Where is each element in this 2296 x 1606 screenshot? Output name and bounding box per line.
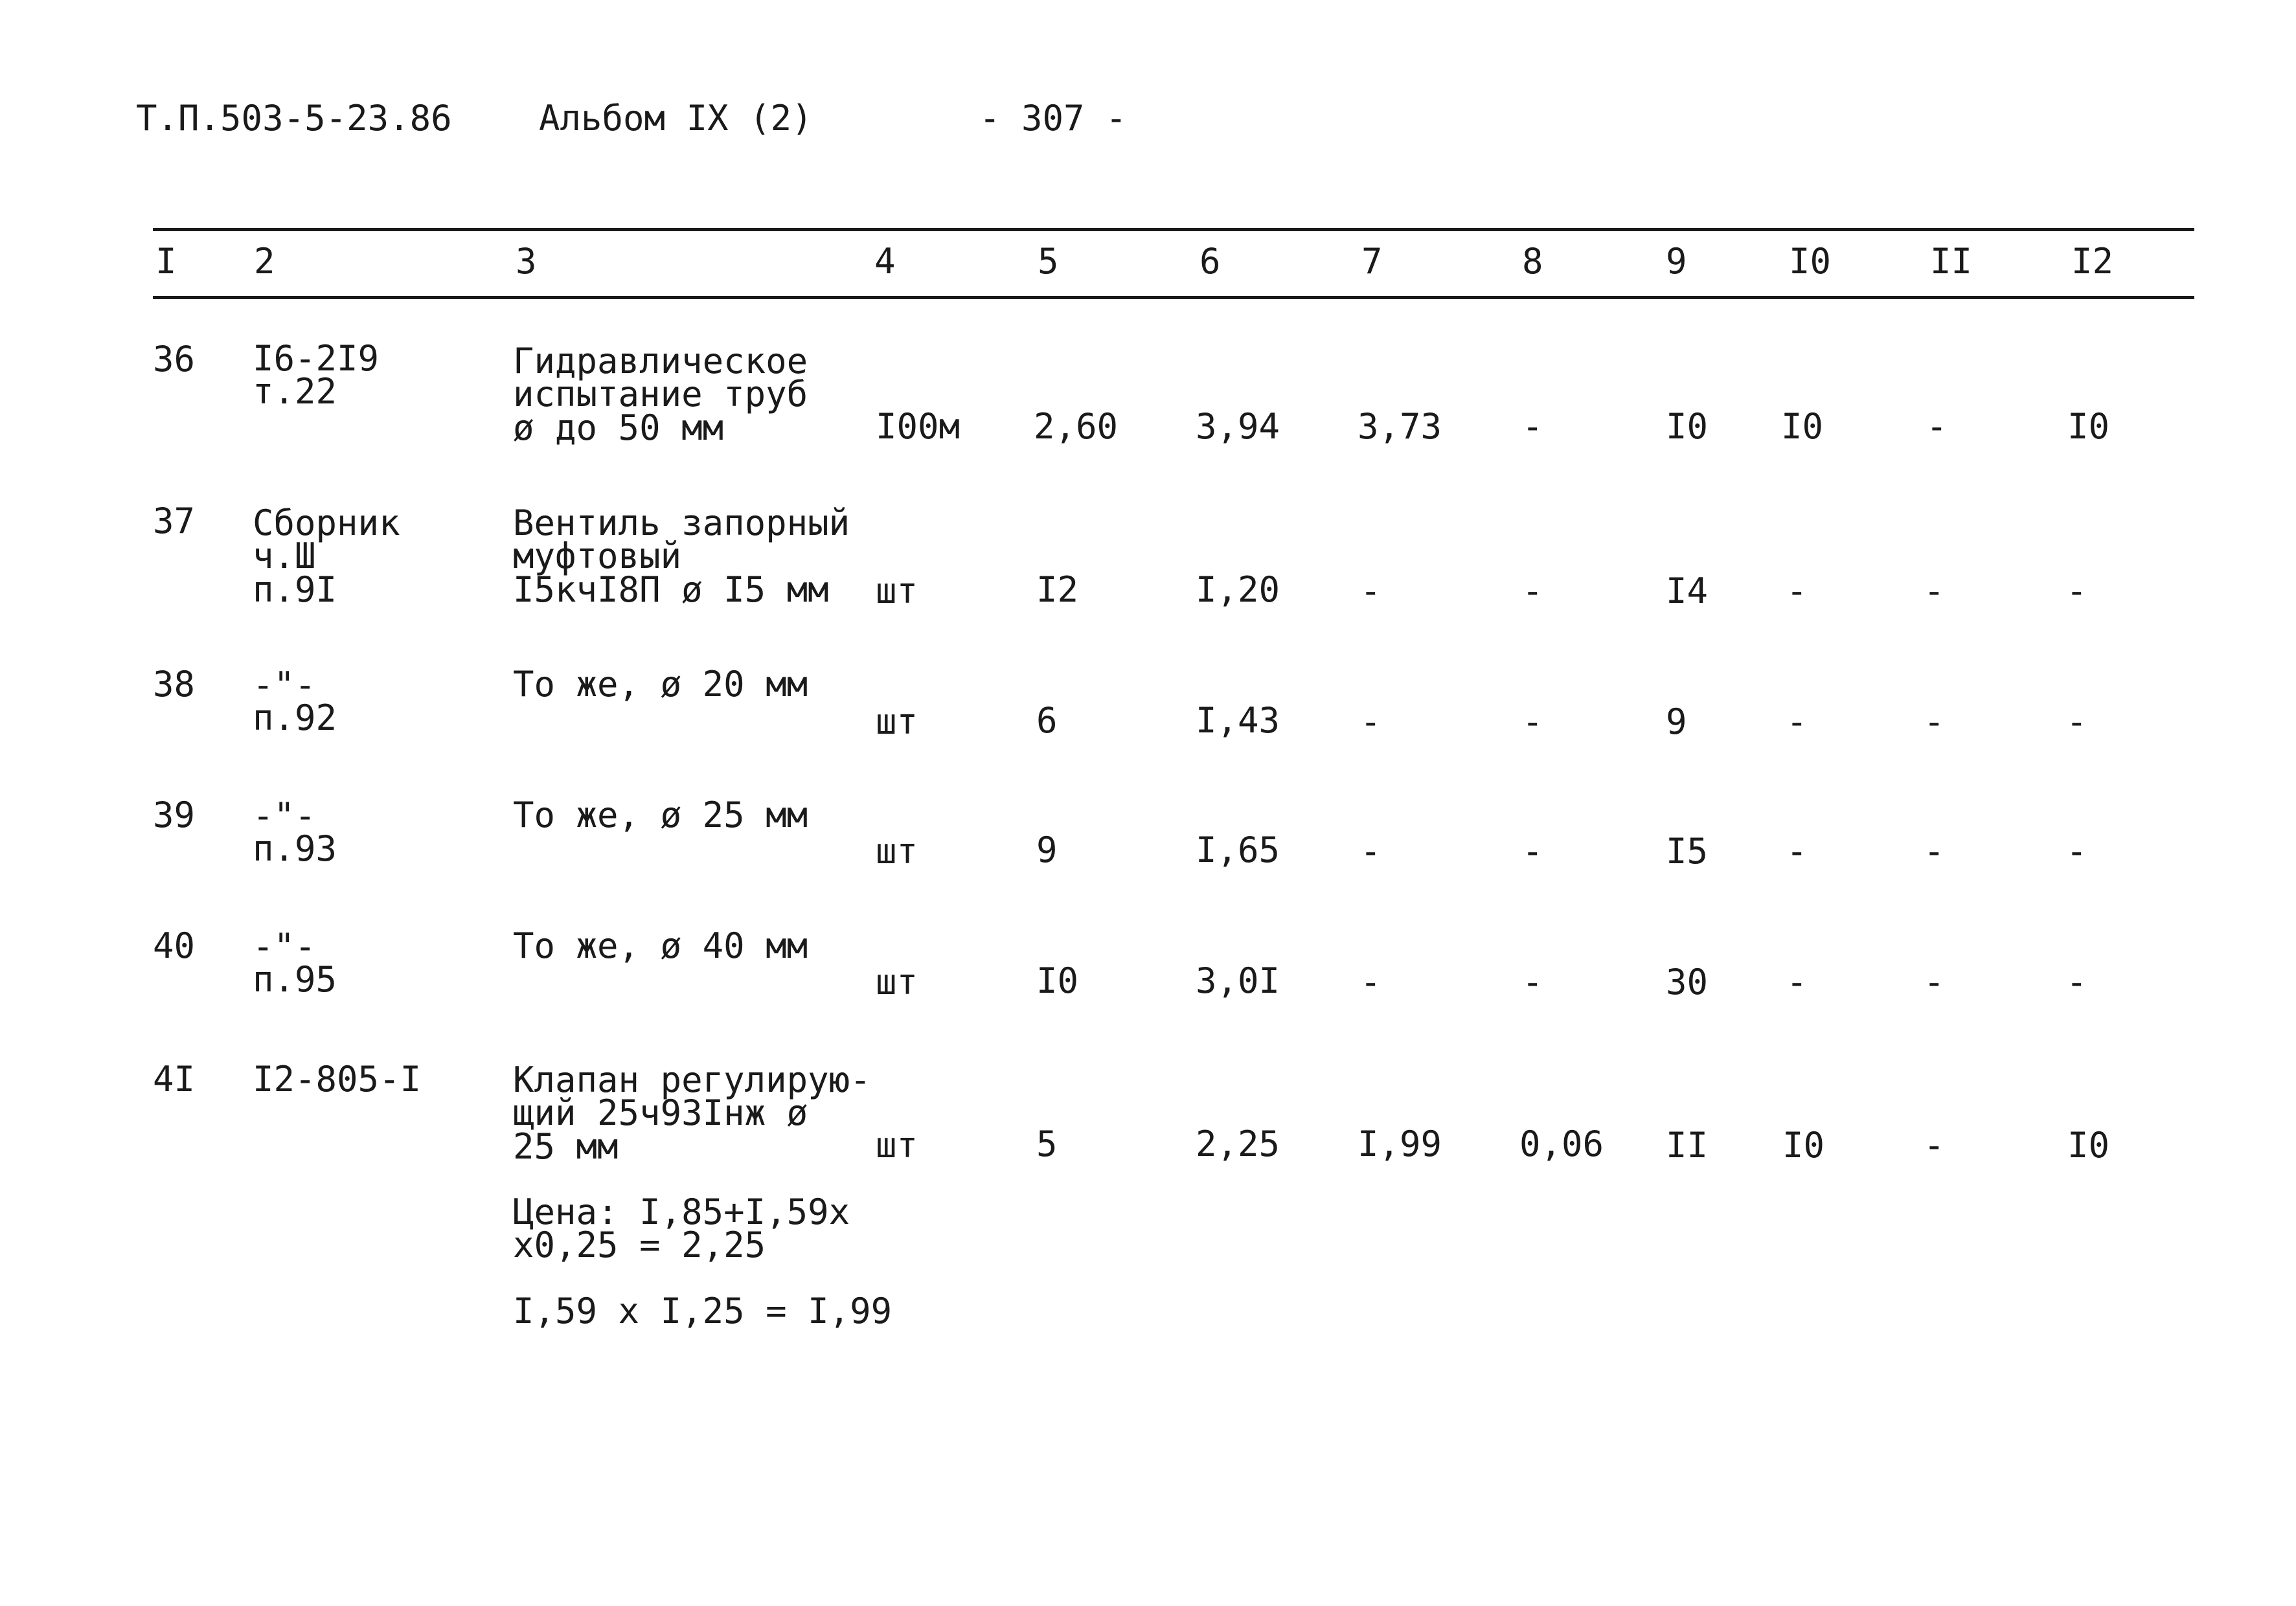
value-cell: 2,60 [1034,406,1119,447]
value-cell: 2,25 [1196,1124,1280,1164]
value-cell: 5 [1036,1124,1058,1164]
column-header: 7 [1361,241,1383,282]
value-cell: I0 [1036,960,1079,1001]
column-header: 6 [1199,241,1221,282]
column-header: 3 [516,241,537,282]
value-cell: I5 [1666,831,1709,872]
reference-cell: I2-805-I [253,1059,422,1100]
value-cell: I0 [2067,406,2110,447]
value-cell: I0 [1782,1125,1825,1166]
value-cell: - [1924,701,1945,742]
unit-cell: шт [876,962,918,1002]
value-cell: - [1360,962,1381,1002]
unit-cell: шт [876,701,918,742]
value-cell: - [1926,406,1948,447]
description-cell: Гидравлическое испытание труб ø до 50 мм [513,341,808,448]
value-cell: - [1786,701,1808,742]
value-cell: I0 [2067,1125,2110,1166]
column-header: 8 [1522,241,1543,282]
reference-cell: -"- п.93 [253,795,337,870]
unit-cell: шт [876,571,918,611]
unit-cell: шт [876,831,918,872]
reference-cell: Сборник ч.Ш п.9I [253,503,400,610]
value-cell: - [1924,831,1945,872]
description-cell: То же, ø 25 мм [513,795,808,835]
row-number: 36 [153,339,196,379]
value-cell: 0,06 [1519,1124,1604,1164]
column-header: I [155,241,177,282]
row-number: 38 [153,664,196,705]
description-cell: То же, ø 40 мм [513,925,808,966]
value-cell: - [2066,962,2087,1002]
value-cell: I,20 [1196,569,1280,610]
reference-cell: I6-2I9 т.22 [253,338,380,413]
value-cell: - [1360,571,1381,611]
column-header: 4 [874,241,896,282]
value-cell: - [2066,571,2087,611]
unit-cell: шт [876,1125,918,1166]
value-cell: - [1924,1125,1945,1166]
value-cell: I4 [1666,571,1709,611]
value-cell: - [2066,701,2087,742]
calculation-note: I,59 х I,25 = I,99 [513,1291,892,1331]
column-header: I2 [2071,241,2114,282]
value-cell: - [1522,962,1543,1002]
value-cell: 3,73 [1358,406,1442,447]
description-cell: То же, ø 20 мм [513,664,808,705]
value-cell: - [1924,962,1945,1002]
value-cell: 9 [1666,701,1687,742]
value-cell: - [1522,831,1543,872]
album-title: Альбом IX (2) [539,98,813,139]
value-cell: I,99 [1358,1124,1442,1164]
value-cell: - [1360,701,1381,742]
page-number: - 307 - [979,98,1127,139]
reference-cell: -"- п.92 [253,664,337,739]
column-header: I0 [1789,241,1832,282]
reference-cell: -"- п.95 [253,926,337,1001]
column-header: II [1930,241,1973,282]
value-cell: 3,94 [1196,406,1280,447]
description-cell: Вентиль запорный муфтовый I5кчI8П ø I5 мм [513,503,850,610]
value-cell: 6 [1036,700,1058,741]
value-cell: - [2066,831,2087,872]
value-cell: I0 [1781,406,1824,447]
value-cell: I,43 [1196,700,1280,741]
value-cell: 30 [1666,962,1709,1002]
row-number: 4I [153,1059,196,1100]
row-number: 39 [153,795,196,835]
value-cell: - [1522,406,1543,447]
value-cell: - [1786,962,1808,1002]
unit-cell: I00м [876,406,960,447]
value-cell: I0 [1666,406,1709,447]
value-cell: II [1666,1125,1709,1166]
value-cell: I,65 [1196,830,1280,870]
document-code: Т.П.503-5-23.86 [136,98,452,139]
table-header-rule [153,296,2194,299]
row-number: 37 [153,501,196,541]
value-cell: - [1522,571,1543,611]
price-note: Цена: I,85+I,59х х0,25 = 2,25 [513,1192,850,1266]
row-number: 40 [153,925,196,966]
table-top-rule [153,228,2194,231]
value-cell: I2 [1036,569,1079,610]
value-cell: - [1786,831,1808,872]
value-cell: - [1522,701,1543,742]
column-header: 5 [1038,241,1059,282]
column-header: 9 [1666,241,1687,282]
value-cell: 3,0I [1196,960,1280,1001]
description-cell: Клапан регулирую- щий 25ч93Iнж ø 25 мм [513,1059,871,1167]
column-header: 2 [254,241,275,282]
value-cell: - [1360,831,1381,872]
value-cell: 9 [1036,830,1058,870]
value-cell: - [1924,571,1945,611]
value-cell: - [1786,571,1808,611]
